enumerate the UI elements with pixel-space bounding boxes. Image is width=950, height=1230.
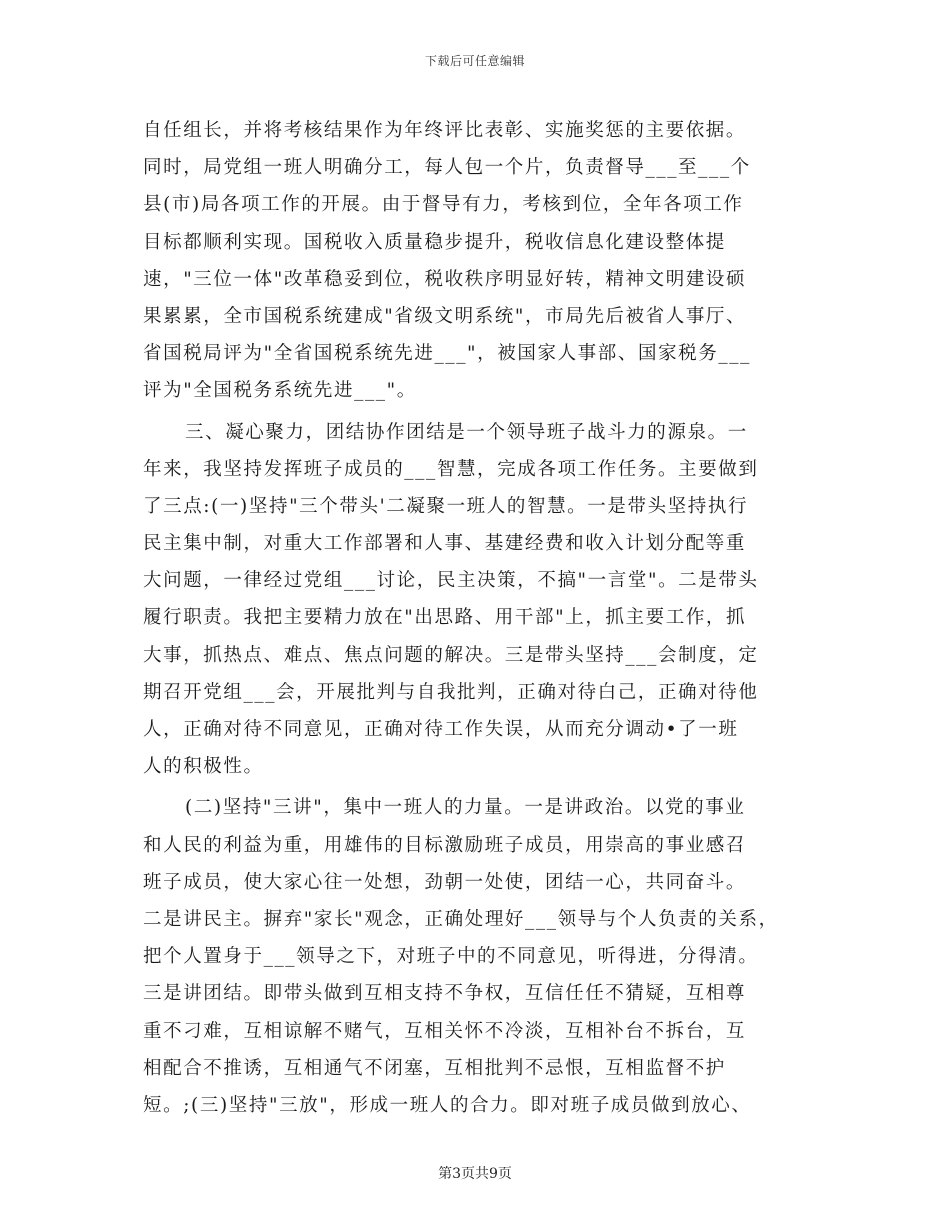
document-body bbox=[143, 112, 815, 1124]
text-line: 二是讲民主。摒弃"家长"观念，正确处理好___领导与个人负责的关系， bbox=[143, 908, 779, 930]
text-line: 履行职责。我把主要精力放在"出思路、用干部"上，抓主要工作，抓 bbox=[143, 607, 747, 629]
text-line: 三是讲团结。即带头做到互相支持不争权，互信任任不猜疑，互相尊 bbox=[143, 983, 747, 1005]
paragraph-first-line: 三、凝心聚力，团结协作团结是一个领导班子战斗力的源泉。一 bbox=[185, 421, 748, 443]
text-line: 重不刁难，互相谅解不赌气，互相关怀不冷淡，互相补台不拆台，互 bbox=[143, 1020, 747, 1042]
page-header: 下载后可任意编辑 bbox=[424, 54, 525, 68]
text-line: 省国税局评为"全省国税系统先进___"，被国家人事部、国家税务___ bbox=[143, 343, 751, 365]
text-line: 县(市)局各项工作的开展。由于督导有力，考核到位，全年各项工作 bbox=[143, 194, 744, 216]
text-line: 自任组长，并将考核结果作为年终评比表彰、实施奖惩的主要依据。 bbox=[143, 120, 747, 141]
text-line: 相配合不推诱，互相通气不闭塞，互相批判不忌恨，互相监督不护 bbox=[143, 1057, 726, 1079]
paragraph-first-line: (二)坚持"三讲"，集中一班人的力量。一是讲政治。以党的事业 bbox=[185, 797, 746, 819]
text-line: 同时，局党组一班人明确分工，每人包一个片，负责督导___至___个 bbox=[143, 157, 751, 179]
text-line: 大事，抓热点、难点、焦点问题的解决。三是带头坚持___会制度，定 bbox=[143, 644, 759, 666]
text-line: 大问题，一律经过党组___讨论，民主决策，不搞"一言堂"。二是带头 bbox=[143, 570, 759, 592]
text-line: 和人民的利益为重，用雄伟的目标激励班子成员，用崇高的事业感召 bbox=[143, 834, 747, 856]
text-line: 年来，我坚持发挥班子成员的___智慧，完成各项工作任务。主要做到 bbox=[143, 458, 759, 480]
text-line: 人的积极性。 bbox=[143, 756, 264, 778]
text-line: 目标都顺利实现。国税收入质量稳步提升，税收信息化建设整体提 bbox=[143, 231, 726, 253]
text-line: 班子成员，使大家心往一处想，劲朝一处使，团结一心，共同奋斗。 bbox=[143, 871, 747, 893]
text-line: 评为"全国税务系统先进___"。 bbox=[143, 380, 417, 402]
text-line: 期召开党组___会，开展批判与自我批判，正确对待白己，正确对待他 bbox=[143, 681, 759, 703]
text-line: 速，"三位一体"改革稳妥到位，税收秩序明显好转，精神文明建设硕 bbox=[143, 268, 747, 290]
text-line: 人，正确对待不同意见，正确对待工作失误，从而充分调动•了一班 bbox=[143, 719, 739, 740]
text-line: 果累累，全市国税系统建成"省级文明系统"，市局先后被省人事厅、 bbox=[143, 305, 747, 327]
text-line: 把个人置身于___领导之下，对班子中的不同意见，听得进，分得清。 bbox=[143, 946, 759, 968]
text-line: 民主集中制，对重大工作部署和人事、基建经费和收入计划分配等重 bbox=[143, 533, 747, 555]
text-line: 了三点:(一)坚持"三个带头'二凝聚一班人的智慧。一是带头坚持执行 bbox=[143, 495, 749, 517]
page-number-footer: 第3页共9页 bbox=[438, 1166, 512, 1182]
text-line: 短。;(三)坚持"三放"，形成一班人的合力。即对班子成员做到放心、 bbox=[143, 1094, 752, 1116]
